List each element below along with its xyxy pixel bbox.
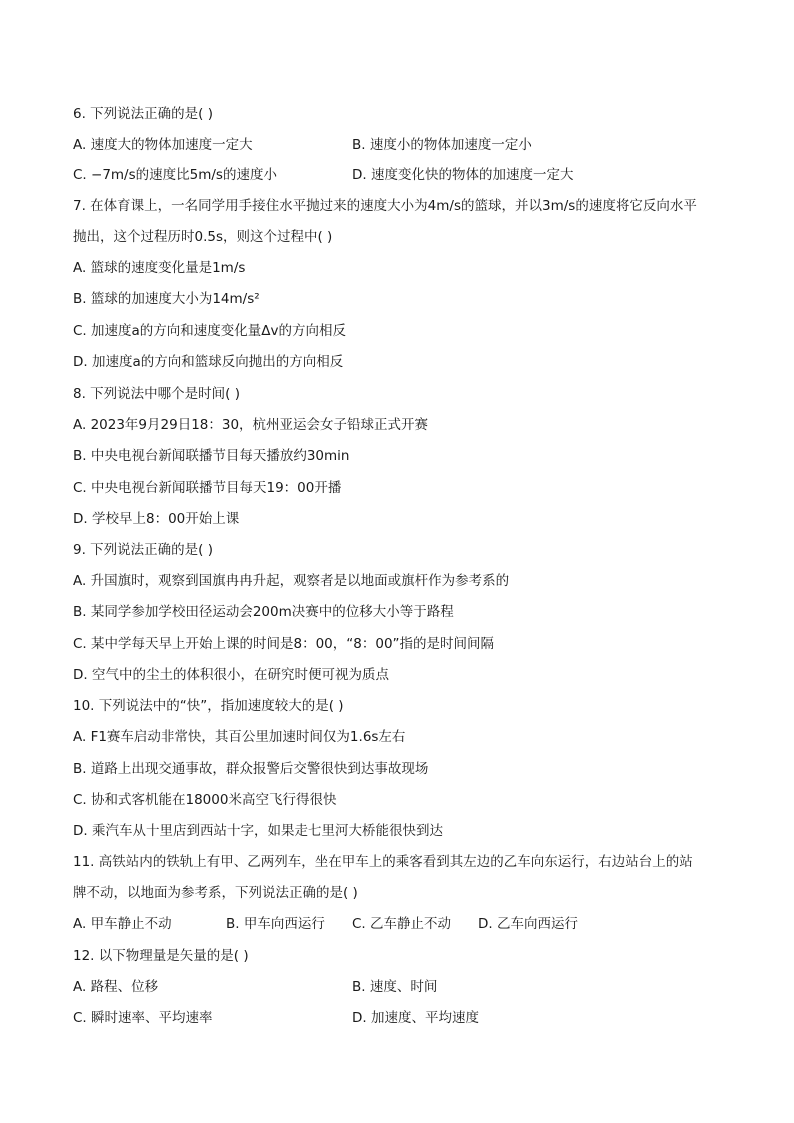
question-8-option-c: C. 中央电视台新闻联播节目每天19：00开播 xyxy=(73,480,342,496)
question-7-option-b: B. 篮球的加速度大小为14m/s² xyxy=(73,291,260,307)
question-7-stem-line1: 7. 在体育课上，一名同学用手接住水平抛过来的速度大小为4m/s的篮球，并以3m/s的速度将它反向水平 xyxy=(73,198,697,214)
question-6-option-c: C. −7m/s的速度比5m/s的速度小 xyxy=(73,167,277,183)
question-8-stem: 8. 下列说法中哪个是时间( ) xyxy=(73,386,240,402)
question-6-option-d: D. 速度变化快的物体的加速度一定大 xyxy=(352,167,574,183)
question-12-option-a: A. 路程、位移 xyxy=(73,979,159,995)
question-9-option-b: B. 某同学参加学校田径运动会200m决赛中的位移大小等于路程 xyxy=(73,604,454,620)
question-11-option-a: A. 甲车静止不动 xyxy=(73,916,172,932)
question-7-option-a: A. 篮球的速度变化量是1m/s xyxy=(73,260,246,276)
question-10-option-d: D. 乘汽车从十里店到西站十字，如果走七里河大桥能很快到达 xyxy=(73,823,443,839)
question-9-stem: 9. 下列说法正确的是( ) xyxy=(73,542,213,558)
question-8-option-b: B. 中央电视台新闻联播节目每天播放约30min xyxy=(73,448,350,464)
question-11-option-d: D. 乙车向西运行 xyxy=(478,916,578,932)
question-8-option-a: A. 2023年9月29日18：30，杭州亚运会女子铅球正式开赛 xyxy=(73,417,429,433)
question-6-option-a: A. 速度大的物体加速度一定大 xyxy=(73,137,253,153)
question-7-stem-line2: 抛出，这个过程历时0.5s，则这个过程中( ) xyxy=(73,229,333,245)
question-11-option-b: B. 甲车向西运行 xyxy=(226,916,325,932)
question-10-option-a: A. F1赛车启动非常快，其百公里加速时间仅为1.6s左右 xyxy=(73,729,406,745)
question-9-option-c: C. 某中学每天早上开始上课的时间是8：00，“8：00”指的是时间间隔 xyxy=(73,636,495,652)
question-12-stem: 12. 以下物理量是矢量的是( ) xyxy=(73,948,249,964)
question-9-option-d: D. 空气中的尘土的体积很小，在研究时便可视为质点 xyxy=(73,667,389,683)
question-12-option-d: D. 加速度、平均速度 xyxy=(352,1010,479,1026)
question-6-stem: 6. 下列说法正确的是( ) xyxy=(73,106,213,122)
question-8-option-d: D. 学校早上8：00开始上课 xyxy=(73,511,240,527)
question-9-option-a: A. 升国旗时，观察到国旗冉冉升起，观察者是以地面或旗杆作为参考系的 xyxy=(73,573,510,589)
question-6-option-b: B. 速度小的物体加速度一定小 xyxy=(352,137,532,153)
question-7-option-c: C. 加速度a的方向和速度变化量Δv的方向相反 xyxy=(73,323,347,339)
question-10-option-c: C. 协和式客机能在18000米高空飞行得很快 xyxy=(73,792,337,808)
question-11-option-c: C. 乙车静止不动 xyxy=(352,916,452,932)
question-11-stem-line1: 11. 高铁站内的铁轨上有甲、乙两列车，坐在甲车上的乘客看到其左边的乙车向东运行，右边站台上的站 xyxy=(73,854,693,870)
question-7-option-d: D. 加速度a的方向和篮球反向抛出的方向相反 xyxy=(73,354,344,370)
question-11-stem-line2: 牌不动，以地面为参考系，下列说法正确的是( ) xyxy=(73,885,358,901)
question-10-stem: 10. 下列说法中的“快”，指加速度较大的是( ) xyxy=(73,698,344,714)
question-12-option-c: C. 瞬时速率、平均速率 xyxy=(73,1010,213,1026)
question-10-option-b: B. 道路上出现交通事故，群众报警后交警很快到达事故现场 xyxy=(73,761,429,777)
question-12-option-b: B. 速度、时间 xyxy=(352,979,438,995)
